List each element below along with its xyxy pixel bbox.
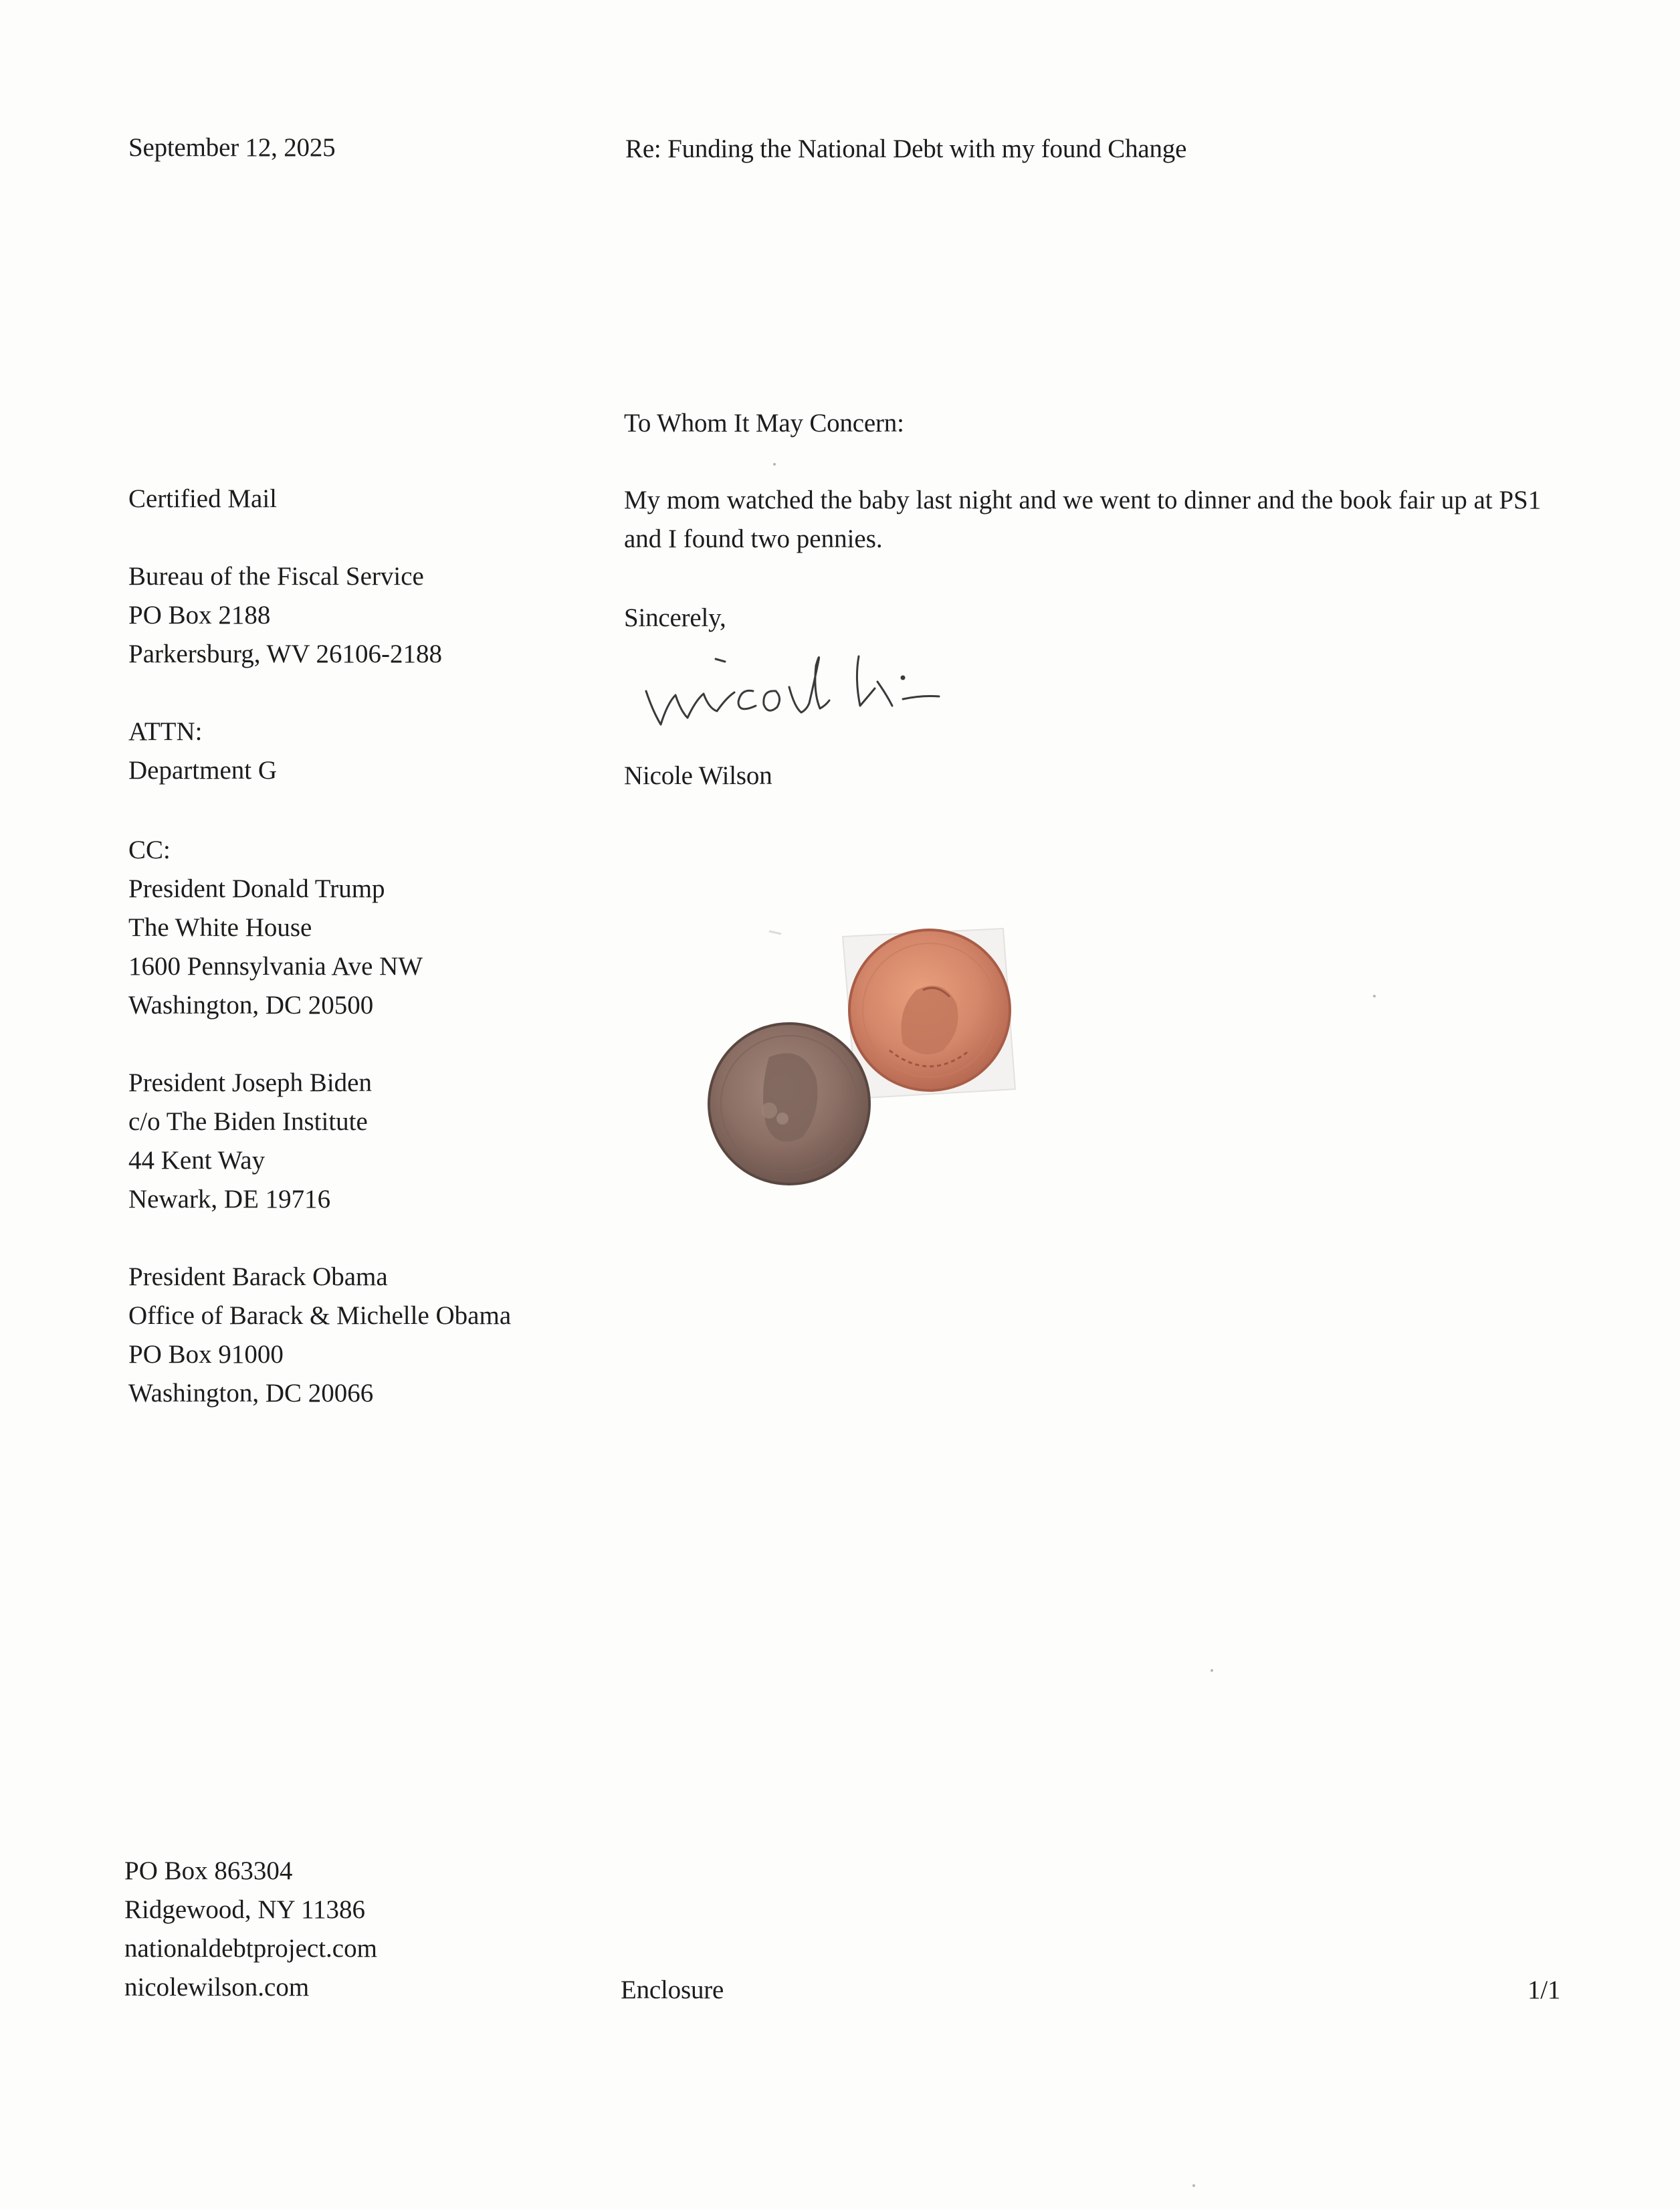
recipient-address-line: PO Box 2188 [128,601,271,630]
mail-type: Certified Mail [128,484,278,513]
recipient-address-line: Parkersburg, WV 26106-2188 [128,640,443,668]
cc-line: President Barack Obama [128,1262,388,1291]
cc-line: President Joseph Biden [128,1068,372,1097]
attn-value: Department G [128,756,278,785]
scan-speck [1211,1669,1213,1672]
scan-speck [1373,995,1376,997]
subject-line: Re: Funding the National Debt with my found Change [625,134,1187,163]
sender-line: Ridgewood, NY 11386 [124,1895,366,1924]
cc-line: The White House [128,913,312,942]
cc-line: Washington, DC 20500 [128,991,374,1020]
salutation: To Whom It May Concern: [624,409,904,438]
attn-label: ATTN: [128,717,203,746]
cc-line: Washington, DC 20066 [128,1379,374,1408]
sender-line: PO Box 863304 [124,1856,293,1885]
signature-name: Nicole Wilson [624,761,772,790]
recipient-block [128,480,442,790]
body-paragraph: My mom watched the baby last night and we went to dinner and the book fair up at PS1 and I found two pennies. [624,486,1542,553]
cc-line: c/o The Biden Institute [128,1107,368,1136]
cc-line: Office of Barack & Michelle Obama [128,1301,512,1330]
cc-line: 1600 Pennsylvania Ave NW [128,952,423,981]
sender-block [124,1852,377,2007]
cc-line: PO Box 91000 [128,1340,284,1369]
shiny-penny [849,930,1010,1090]
letter-date: September 12, 2025 [128,133,336,162]
cc-label: CC: [128,836,171,864]
scan-speck [773,463,776,466]
letter-body [624,481,1560,559]
worn-penny [709,1024,869,1184]
pennies-photo [702,910,1050,1191]
cc-line: President Donald Trump [128,874,385,903]
cc-line: Newark, DE 19716 [128,1185,331,1214]
sender-website: nationaldebtproject.com [124,1934,377,1963]
enclosure-label: Enclosure [621,1976,724,2004]
handwritten-signature [634,639,955,739]
cc-block [128,831,511,1413]
cc-line: 44 Kent Way [128,1146,266,1175]
sender-website: nicolewilson.com [124,1973,310,2002]
recipient-address-line: Bureau of the Fiscal Service [128,562,424,591]
page-number: 1/1 [1528,1976,1561,2004]
scan-speck [1192,2184,1195,2187]
closing: Sincerely, [624,603,726,632]
